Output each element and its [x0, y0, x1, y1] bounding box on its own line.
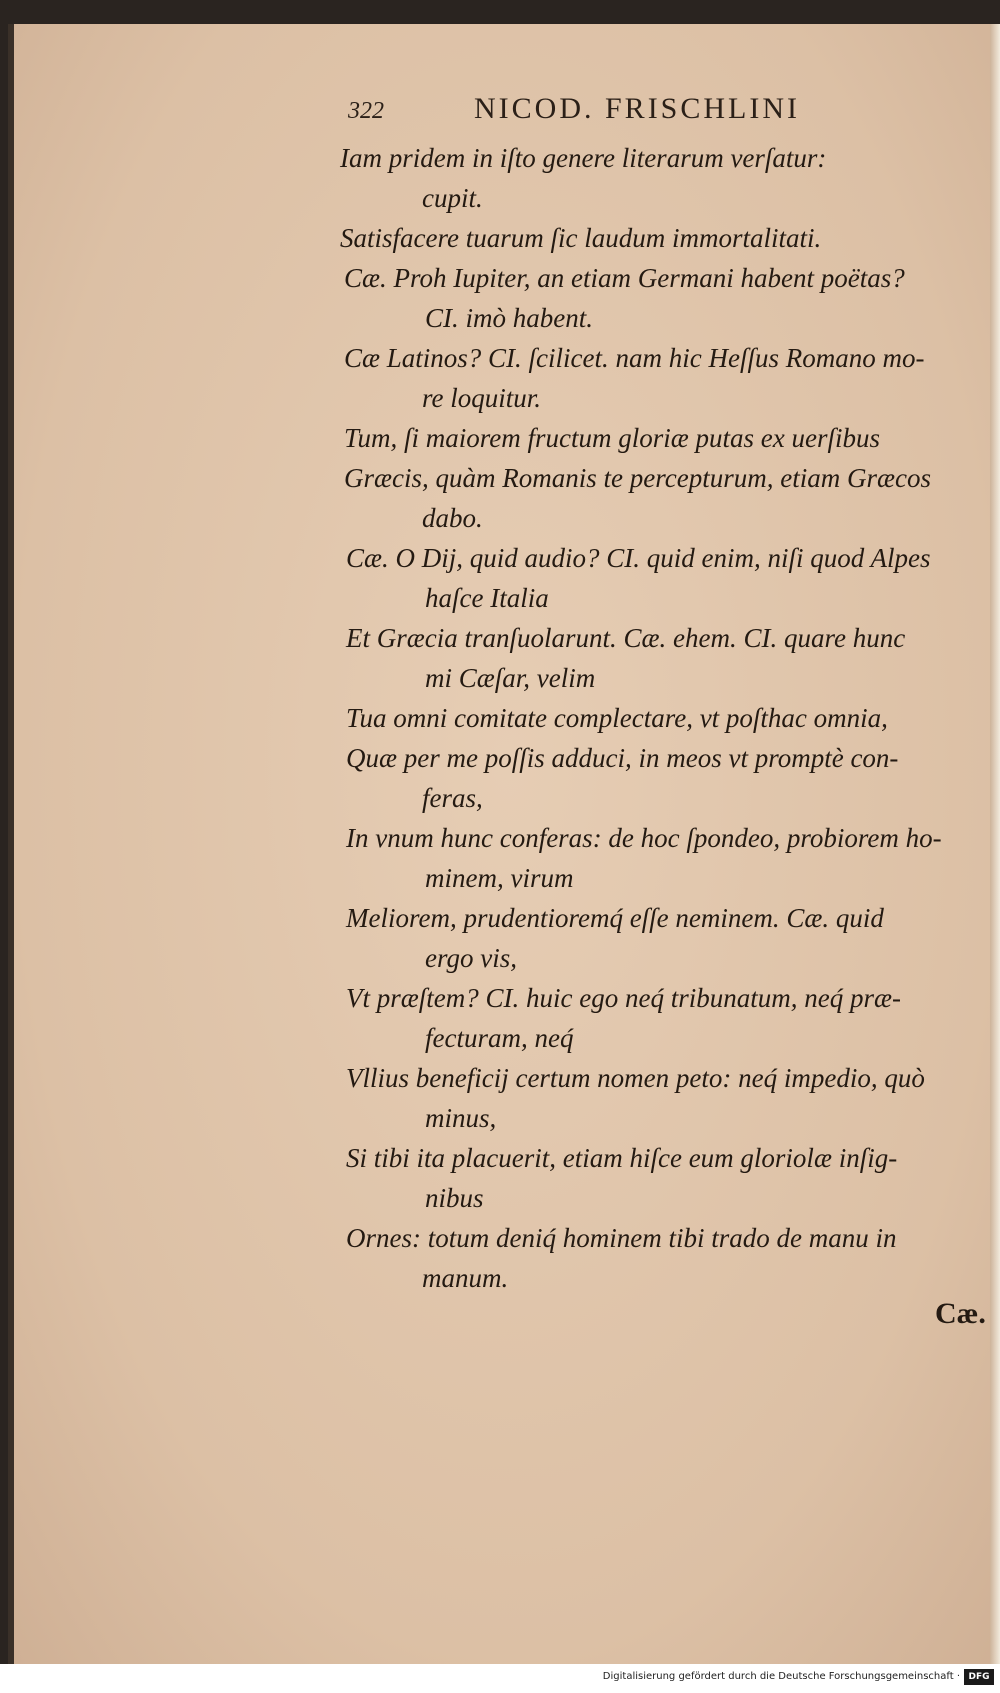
text-line: Iam pridem in iſto genere literarum verſatur:	[340, 143, 827, 173]
text-line: Vt præſtem? CI. huic ego neq́ tribunatum, neq́ præ-	[346, 983, 901, 1013]
text-line: minus,	[425, 1103, 497, 1133]
text-line: manum.	[422, 1263, 509, 1293]
text-line: feras,	[422, 783, 483, 813]
text-line: mi Cæſar, velim	[425, 663, 596, 693]
page-number: 322	[348, 98, 384, 124]
text-line: haſce Italia	[425, 583, 549, 613]
page-header	[348, 92, 948, 132]
text-line: Et Græcia tranſuolarunt. Cæ. ehem. CI. quare hunc	[346, 623, 906, 653]
text-line: Græcis, quàm Romanis te percepturum, etiam Græcos	[344, 463, 931, 493]
running-title: NICOD. FRISCHLINI	[474, 92, 801, 125]
text-line: Cæ Latinos? CI. ſcilicet. nam hic Heſſus Romano mo-	[344, 343, 925, 373]
text-line: Cæ. Proh Iupiter, an etiam Germani habent poëtas?	[344, 263, 905, 293]
text-line: minem, virum	[425, 863, 574, 893]
text-line: Quæ per me poſſis adduci, in meos vt promptè con-	[346, 743, 899, 773]
text-line: CI. imò habent.	[425, 303, 593, 333]
page-edge	[990, 24, 1000, 1664]
text-line: Tum, ſi maiorem fructum gloriæ putas ex uerſibus	[344, 423, 881, 453]
text-line: In vnum hunc conferas: de hoc ſpondeo, probiorem ho-	[346, 823, 942, 853]
dfg-logo-icon: DFG	[964, 1669, 994, 1685]
text-line: re loquitur.	[422, 383, 542, 413]
funding-notice: Digitalisierung gefördert durch die Deutsche Forschungsgemeinschaft ·	[602, 1671, 960, 1682]
text-line: Cæ. O Dij, quid audio? CI. quid enim, niſi quod Alpes	[346, 543, 931, 573]
text-line: dabo.	[422, 503, 483, 533]
text-line: Ornes: totum deniq́ hominem tibi trado de manu in	[346, 1223, 897, 1253]
text-line: ergo vis,	[425, 943, 517, 973]
text-line: Si tibi ita placuerit, etiam hiſce eum gloriolæ inſig-	[346, 1143, 898, 1173]
text-line: Tua omni comitate complectare, vt poſthac omnia,	[346, 703, 888, 733]
catchword: Cæ.	[935, 1297, 986, 1330]
text-line: Meliorem, prudentioremq́ eſſe neminem. Cæ. quid	[346, 903, 884, 933]
text-line: cupit.	[422, 183, 483, 213]
text-line: fecturam, neq́	[425, 1023, 574, 1053]
digitization-footer	[0, 1664, 1000, 1693]
text-line: Satisfacere tuarum ſic laudum immortalitati.	[340, 223, 822, 253]
text-line: Vllius beneficij certum nomen peto: neq́ impedio, quò	[346, 1063, 925, 1093]
text-line: nibus	[425, 1183, 484, 1213]
